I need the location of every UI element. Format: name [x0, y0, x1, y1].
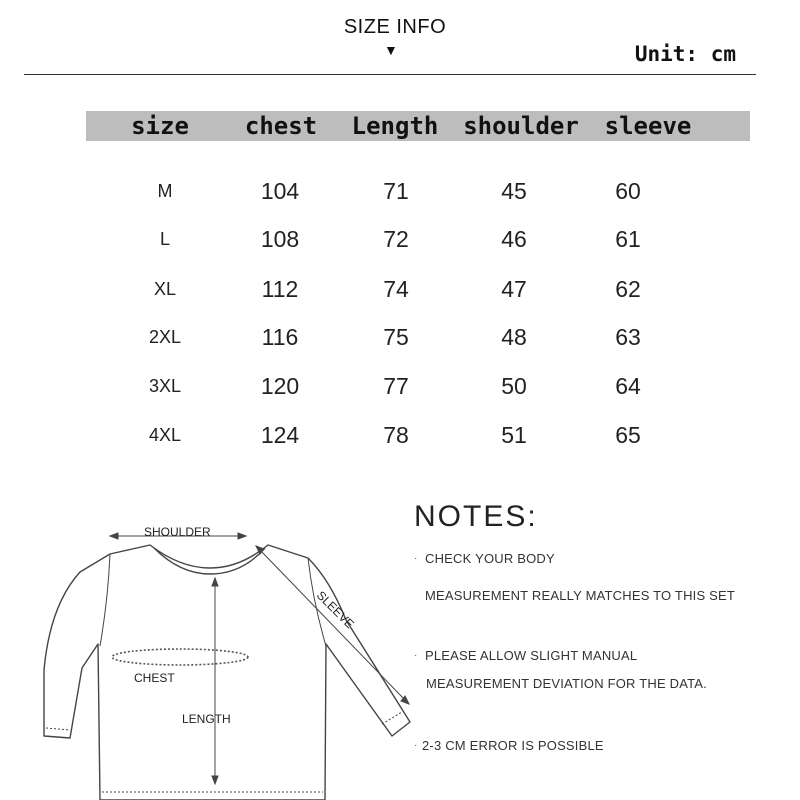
note-line: PLEASE ALLOW SLIGHT MANUAL — [425, 648, 638, 663]
bullet-icon: · — [414, 553, 418, 564]
notes-heading: NOTES: — [414, 500, 538, 533]
cell-length: 77 — [383, 373, 409, 399]
column-header-length: Length — [351, 112, 439, 140]
diagram-label-sleeve: SLEEVE — [313, 588, 357, 632]
cell-sleeve: 65 — [615, 422, 641, 448]
neckline — [154, 548, 265, 574]
size-table-header — [86, 111, 750, 141]
table-row — [86, 420, 750, 450]
cell-chest: 116 — [261, 324, 299, 350]
tshirt-outline — [44, 545, 410, 800]
table-row — [86, 274, 750, 304]
cell-size: 4XL — [148, 425, 182, 445]
cell-chest: 108 — [260, 226, 300, 252]
table-row — [86, 224, 750, 254]
note-line: MEASUREMENT REALLY MATCHES TO THIS SET — [425, 588, 736, 603]
unit-label: Unit: cm — [634, 42, 736, 66]
cell-sleeve: 60 — [615, 178, 641, 204]
cell-size: M — [157, 181, 173, 201]
page-title: SIZE INFO — [343, 16, 447, 38]
cell-length: 72 — [383, 226, 409, 252]
column-header-chest: chest — [244, 112, 318, 140]
cell-shoulder: 46 — [501, 226, 527, 252]
column-header-size: size — [131, 112, 189, 140]
cell-shoulder: 48 — [501, 324, 527, 350]
note-line: CHECK YOUR BODY — [425, 551, 555, 566]
cell-sleeve: 62 — [615, 276, 641, 302]
garment-measurement-diagram — [30, 510, 430, 800]
down-arrow-icon: ▼ — [384, 42, 398, 58]
cell-sleeve: 61 — [615, 226, 641, 252]
cell-shoulder: 47 — [501, 276, 527, 302]
bullet-icon: · — [414, 650, 418, 661]
cell-length: 71 — [383, 178, 409, 204]
cell-chest: 120 — [260, 373, 300, 399]
diagram-label-chest: CHEST — [134, 671, 175, 685]
cell-shoulder: 50 — [501, 373, 527, 399]
cell-size: L — [159, 229, 170, 249]
cell-shoulder: 45 — [501, 178, 527, 204]
cell-chest: 112 — [261, 276, 299, 302]
cell-sleeve: 63 — [615, 324, 641, 350]
cell-size: 3XL — [148, 376, 182, 396]
cell-length: 75 — [383, 324, 409, 350]
bullet-icon: · — [414, 740, 418, 751]
column-header-sleeve: sleeve — [604, 112, 692, 140]
table-row — [86, 176, 750, 206]
header-divider — [24, 74, 756, 75]
cell-chest: 124 — [260, 422, 300, 448]
diagram-label-shoulder: SHOULDER — [144, 525, 211, 539]
note-line: 2-3 CM ERROR IS POSSIBLE — [422, 738, 604, 753]
table-row — [86, 371, 750, 401]
table-row — [86, 322, 750, 352]
cell-size: 2XL — [148, 327, 182, 347]
cell-shoulder: 51 — [501, 422, 527, 448]
column-header-shoulder: shoulder — [463, 112, 579, 140]
cell-size: XL — [153, 279, 177, 299]
cell-chest: 104 — [260, 178, 300, 204]
cell-length: 74 — [383, 276, 409, 302]
cell-length: 78 — [383, 422, 409, 448]
diagram-label-length: LENGTH — [182, 712, 231, 726]
cell-sleeve: 64 — [615, 373, 641, 399]
note-line: MEASUREMENT DEVIATION FOR THE DATA. — [426, 676, 707, 691]
